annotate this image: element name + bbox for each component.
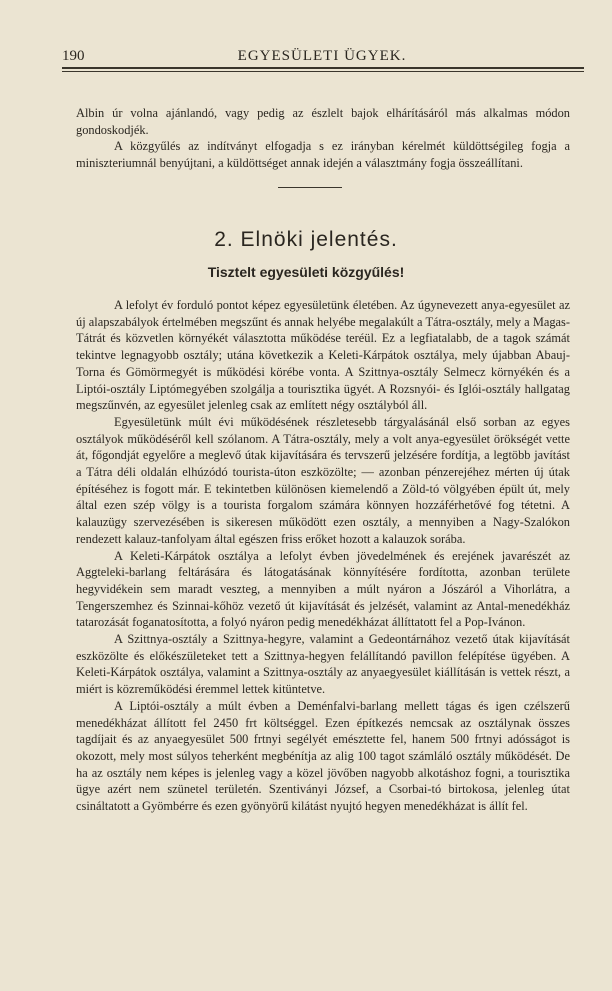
salutation: Tisztelt egyesületi közgyűlés! xyxy=(207,264,405,280)
header-rule-thick xyxy=(62,67,584,69)
section-title: 2. Elnöki jelentés. xyxy=(214,228,398,251)
body-paragraph: Egyesületünk múlt évi működésének részletesebb tárgyalásánál első sorban az egyes osztályok működéséről kell szólanom. A Tátra-osztály, mely a volt anya-egyesület örökségét vette át, főgondját egyelőre a meglevő útak kijavítására és tervszerű jelzésére fordítja, a legtöbb javítást a Tátra déli oldalán elhúzódó tourista-úton eszközölte; — azonban pénzerejéhez mérten új útak építéséhez is fogott már. E tekintetben különösen kiemelendő a Zöld-tó völgyében épült út, mely által ezen szép völgy is a tourista forgalom számára könnyen hozzáférhetővé fog tétetni. A kalauzügy szervezésében is sikeresen működött ezen osztály, a mennyiben a Nagy-Szalókon rendezett kalauz-tanfolyam által egészen friss erőket hozott a kalauzok sorába. xyxy=(76,414,570,546)
report-body xyxy=(76,297,570,815)
body-paragraph: A Szittnya-osztály a Szittnya-hegyre, valamint a Gedeontárnához vezető útak kijavítását eszközölte és előkészületeket tett a Szittnya-hegyen felállítandó pavillon felépítése ügyében. A Keleti-Kárpátok osztálya, valamint a Szittnya-osztály az anyaegyesület kiállításán is vettek részt, a miért is közreműködési éremmel lettek kitüntetve. xyxy=(76,632,570,697)
intro-paragraph: A közgyűlés az indítványt elfogadja s ez irányban kérelmét küldöttségileg fogja a miniszteriumnál benyújtani, a küldöttséget annak idején a választmány fogja összeállítani. xyxy=(76,139,570,171)
body-paragraph: A lefolyt év forduló pontot képez egyesületünk életében. Az úgynevezett anya-egyesület az új alapszabályok értelmében megszűnt és annak helyébe megalakúlt a Tátra-osztály, mely a Magas-Tátrát és közvetlen környékét választotta működése teréül. Ez a legfiatalabb, de a tagok számát tekintve legnagyobb osztály; utána következik a Keleti-Kárpátok osztálya, mely újabban Abauj-Torna és Gömörmegyét is működési körébe vonta. A Szittnya-osztály Selmecz környékén és a Liptói-osztály Liptómegyében szolgálja a tourisztika ügyét. A Rozsnyói- és Iglói-osztály hallgatag megszűnvén, az egyesület jelenleg csak az említett négy osztályból áll. xyxy=(76,298,570,413)
running-head: EGYESÜLETI ÜGYEK. xyxy=(237,48,407,64)
intro-paragraph: Albin úr volna ajánlandó, vagy pedig az észlelt bajok elhárításáról más alkalmas módon gondoskodjék. xyxy=(76,106,570,137)
section-divider xyxy=(278,187,342,188)
body-paragraph: A Keleti-Kárpátok osztálya a lefolyt évben jövedelmének és erejének javarészét az Aggteleki-barlang feltárására és látogatásának könnyítésére fordította, azonban területe hegyvidékein sem maradt veszteg, a mennyiben a múlt nyáron a Jószáról a Vihorlátra, a Tengerszemhez és Szinnai-kőhöz vezető út kijavítását és jelzését, valamint az Antal-menedékház tatarozását foganatosította, a folyó nyáron pedig menedékházat állíttatott fel a Pop-Ivánon. xyxy=(76,548,570,630)
page-number: 190 xyxy=(62,48,85,64)
header-rule-thin xyxy=(62,71,584,72)
intro-text xyxy=(76,105,570,172)
body-paragraph: A Liptói-osztály a múlt évben a Deménfalvi-barlang mellett tágas és igen czélszerű menedékházat állított fel 2450 frt költséggel. Ezen építkezés nemcsak az osztálynak összes tagdíjait és az anyaegyesület 500 frtnyi segélyét emésztette fel, hanem 500 frtnyi adósságot is okozott, mely most súlyos teherként megbénítja az alig 100 tagot számláló osztály működését. De ha az osztály nem képes is jelenleg vagy a közel jövőben nagyobb alkotáshoz fogni, a tourisztika ügye azért nem szünetel területén. Szentiványi József, a Csorbai-tó birtokosa, jelenleg útat csináltatott a Gyömbérre és ezen gyönyörű kilátást nyujtó hegyen menedékházat is állít fel. xyxy=(76,698,570,814)
page-header xyxy=(62,47,582,65)
